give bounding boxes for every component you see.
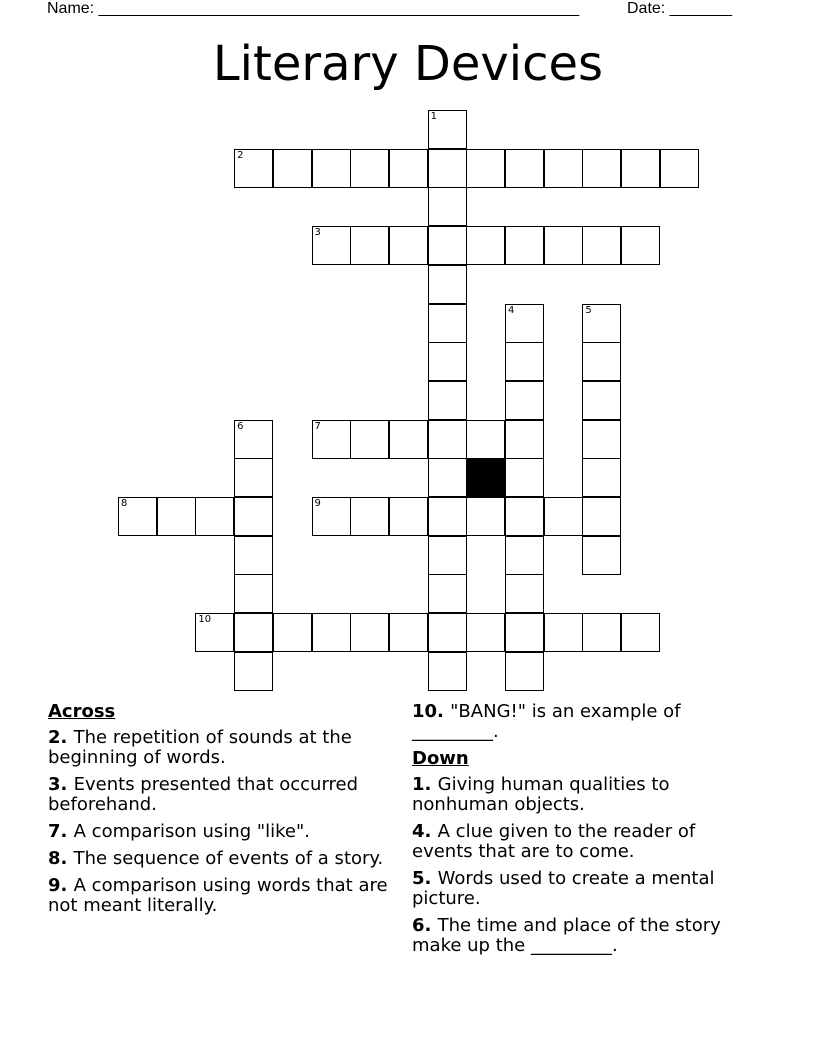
grid-cell[interactable] <box>582 226 621 265</box>
grid-cell[interactable] <box>466 420 505 459</box>
grid-cell[interactable] <box>234 613 273 652</box>
grid-cell[interactable] <box>234 149 273 188</box>
grid-cell[interactable] <box>428 458 467 497</box>
page-title: Literary Devices <box>212 36 604 92</box>
clue-text: Words used to create a mental picture. <box>412 868 715 909</box>
clue-text: A clue given to the reader of events that are to come. <box>412 821 696 862</box>
clue-item <box>412 916 752 956</box>
grid-cell[interactable] <box>350 226 389 265</box>
grid-cell[interactable] <box>505 381 544 420</box>
across-clue-list <box>48 728 388 916</box>
grid-cell[interactable] <box>428 265 467 304</box>
clues-right-column <box>412 702 752 963</box>
grid-cell[interactable] <box>544 149 583 188</box>
grid-cell[interactable] <box>234 420 273 459</box>
grid-cell[interactable] <box>621 149 660 188</box>
grid-cell[interactable] <box>118 497 157 536</box>
grid-cell[interactable] <box>466 497 505 536</box>
clue-number: 6. <box>412 915 438 936</box>
cell-number: 7 <box>314 420 321 432</box>
grid-cell[interactable] <box>582 420 621 459</box>
grid-cell[interactable] <box>505 420 544 459</box>
grid-cell[interactable] <box>428 226 467 265</box>
grid-cell[interactable] <box>505 497 544 536</box>
grid-cell[interactable] <box>234 574 273 613</box>
grid-cell[interactable] <box>582 342 621 381</box>
grid-cell[interactable] <box>273 149 312 188</box>
clue-item <box>412 702 752 742</box>
grid-cell[interactable] <box>312 497 351 536</box>
grid-cell[interactable] <box>234 497 273 536</box>
grid-cell[interactable] <box>582 536 621 575</box>
grid-cell[interactable] <box>389 613 428 652</box>
grid-cell[interactable] <box>234 536 273 575</box>
grid-cell[interactable] <box>582 304 621 343</box>
grid-cell[interactable] <box>350 149 389 188</box>
grid-cell[interactable] <box>234 652 273 691</box>
clue-text: Events presented that occurred beforehand. <box>48 774 359 815</box>
cell-number: 8 <box>121 498 128 509</box>
grid-cell[interactable] <box>505 574 544 613</box>
grid-cell[interactable] <box>428 187 467 226</box>
grid-cell[interactable] <box>582 149 621 188</box>
grid-cell[interactable] <box>428 497 467 536</box>
grid-cell[interactable] <box>428 110 467 149</box>
grid-cell[interactable] <box>428 381 467 420</box>
grid-cell[interactable] <box>466 613 505 652</box>
date-line: Date: _______ <box>627 0 732 17</box>
clue-text: The time and place of the story make up the _________. <box>412 915 721 956</box>
down-heading: Down <box>412 748 469 769</box>
grid-cell[interactable] <box>350 420 389 459</box>
grid-cell[interactable] <box>428 149 467 188</box>
clue-text: The repetition of sounds at the beginning of words. <box>48 727 352 768</box>
grid-cell[interactable] <box>312 420 351 459</box>
across-heading: Across <box>48 701 116 722</box>
clue-number: 2. <box>48 727 74 748</box>
clue-item <box>48 849 388 869</box>
grid-cell[interactable] <box>505 226 544 265</box>
clues-left-column <box>48 702 388 923</box>
grid-cell[interactable] <box>428 536 467 575</box>
grid-cell[interactable] <box>428 613 467 652</box>
grid-cell[interactable] <box>505 149 544 188</box>
cell-number: 2 <box>237 149 244 161</box>
down-clue-list <box>412 775 752 956</box>
grid-cell[interactable] <box>544 613 583 652</box>
cell-number: 5 <box>585 304 592 316</box>
grid-cell[interactable] <box>505 536 544 575</box>
grid-cell[interactable] <box>312 226 351 265</box>
clue-item <box>412 822 752 862</box>
cell-number: 10 <box>198 614 212 626</box>
grid-cell[interactable] <box>389 226 428 265</box>
clue-number: 5. <box>412 868 438 889</box>
cell-number: 3 <box>314 227 321 239</box>
grid-cell[interactable] <box>234 458 273 497</box>
grid-cell[interactable] <box>157 497 196 536</box>
grid-cell[interactable] <box>505 458 544 497</box>
grid-cell[interactable] <box>350 613 389 652</box>
clue-item <box>412 775 752 815</box>
clue-text: A comparison using "like". <box>73 821 310 842</box>
grid-cell[interactable] <box>312 149 351 188</box>
clue-number: 8. <box>48 848 74 869</box>
clue-item <box>412 869 752 909</box>
black-cell <box>466 458 505 497</box>
grid-cell[interactable] <box>544 226 583 265</box>
cell-number: 9 <box>314 498 321 509</box>
grid-cell[interactable] <box>466 149 505 188</box>
grid-cell[interactable] <box>466 226 505 265</box>
clue-number: 4. <box>412 821 438 842</box>
grid-cell[interactable] <box>428 304 467 343</box>
grid-cell[interactable] <box>582 497 621 536</box>
clue-item <box>48 775 388 815</box>
clue-number: 3. <box>48 774 74 795</box>
across-clue-list-continued <box>412 702 752 742</box>
clue-item <box>48 822 388 842</box>
grid-cell[interactable] <box>195 613 234 652</box>
clue-text: "BANG!" is an example of _________. <box>412 701 681 742</box>
grid-cell[interactable] <box>428 342 467 381</box>
grid-cell[interactable] <box>505 342 544 381</box>
grid-cell[interactable] <box>389 497 428 536</box>
grid-cell[interactable] <box>582 458 621 497</box>
clue-text: A comparison using words that are not meant literally. <box>48 875 388 916</box>
clue-text: The sequence of events of a story. <box>73 848 384 869</box>
grid-cell[interactable] <box>195 497 234 536</box>
cell-number: 1 <box>430 111 437 122</box>
name-line: Name: ______________________________________________________ <box>47 0 580 17</box>
clue-number: 1. <box>412 774 438 795</box>
grid-cell[interactable] <box>505 613 544 652</box>
grid-cell[interactable] <box>389 149 428 188</box>
grid-cell[interactable] <box>428 574 467 613</box>
grid-cell[interactable] <box>350 497 389 536</box>
grid-cell[interactable] <box>621 226 660 265</box>
clue-number: 10. <box>412 701 451 722</box>
grid-cell[interactable] <box>389 420 428 459</box>
cell-number: 4 <box>508 304 515 316</box>
grid-cell[interactable] <box>660 149 699 188</box>
grid-cell[interactable] <box>505 652 544 691</box>
clue-item <box>48 876 388 916</box>
grid-cell[interactable] <box>428 420 467 459</box>
grid-cell[interactable] <box>544 497 583 536</box>
grid-cell[interactable] <box>582 381 621 420</box>
clue-number: 7. <box>48 821 74 842</box>
clue-text: Giving human qualities to nonhuman objects. <box>412 774 670 815</box>
clue-item <box>48 728 388 768</box>
grid-cell[interactable] <box>273 613 312 652</box>
clue-number: 9. <box>48 875 74 896</box>
cell-number: 6 <box>237 420 244 432</box>
grid-cell[interactable] <box>621 613 660 652</box>
grid-cell[interactable] <box>505 304 544 343</box>
grid-cell[interactable] <box>428 652 467 691</box>
grid-cell[interactable] <box>312 613 351 652</box>
grid-cell[interactable] <box>582 613 621 652</box>
